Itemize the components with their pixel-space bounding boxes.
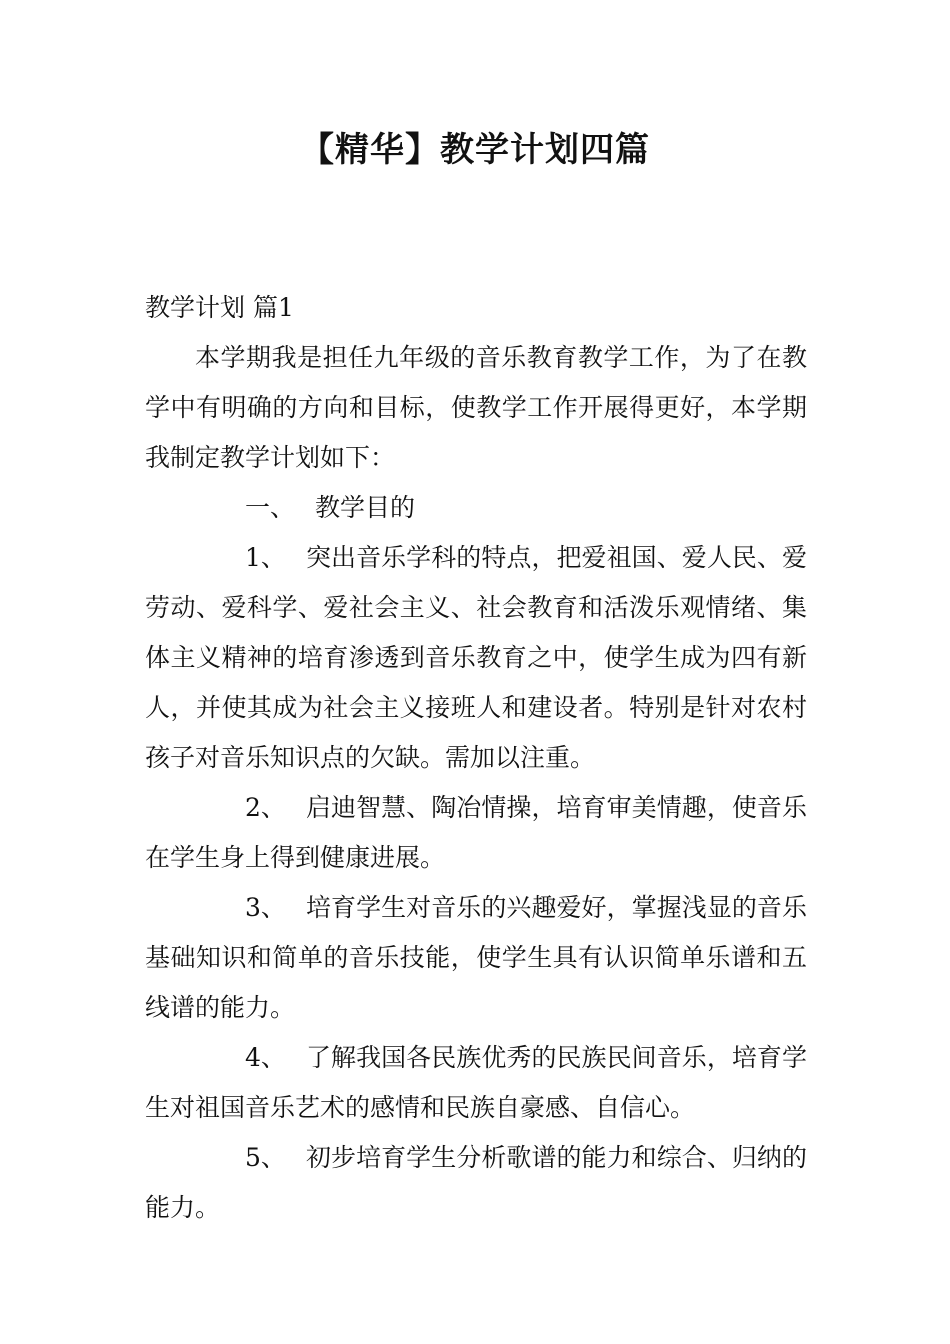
list-item — [145, 533, 807, 783]
list-item-number: 2、 — [245, 793, 286, 822]
list-item-text: 初步培育学生分析歌谱的能力和综合、归纳的能力。 — [145, 1143, 807, 1222]
list-item-text: 了解我国各民族优秀的民族民间音乐，培育学生对祖国音乐艺术的感情和民族自豪感、自信心。 — [145, 1043, 807, 1122]
list-item-number: 4、 — [245, 1043, 286, 1072]
list-item-number: 5、 — [245, 1143, 286, 1172]
section-heading: 教学计划 篇1 — [145, 293, 294, 322]
list-item — [145, 783, 807, 883]
part-one-title: 教学目的 — [315, 493, 416, 522]
list-item-text: 突出音乐学科的特点，把爱祖国、爱人民、爱劳动、爱科学、爱社会主义、社会教育和活泼乐观情绪、集体主义精神的培育渗透到音乐教育之中，使学生成为四有新人，并使其成为社会主义接班人和建设者。特别是针对农村孩子对音乐知识点的欠缺。需加以注重。 — [145, 543, 807, 772]
list-item — [145, 883, 807, 1033]
document-body — [145, 283, 807, 1233]
list-item-text: 启迪智慧、陶冶情操，培育审美情趣，使音乐在学生身上得到健康进展。 — [145, 793, 807, 872]
document-title: 【精华】教学计划四篇 — [300, 130, 650, 170]
part-one-number: 一、 — [245, 493, 296, 522]
list-item-number: 1、 — [245, 543, 286, 572]
list-item — [145, 1033, 807, 1133]
list-item-number: 3、 — [245, 893, 286, 922]
list-item-text: 培育学生对音乐的兴趣爱好，掌握浅显的音乐基础知识和简单的音乐技能，使学生具有认识简单乐谱和五线谱的能力。 — [145, 893, 807, 1022]
list-item — [145, 1133, 807, 1233]
intro-paragraph: 本学期我是担任九年级的音乐教育教学工作，为了在教学中有明确的方向和目标，使教学工作开展得更好，本学期我制定教学计划如下： — [145, 343, 807, 472]
part-one-heading — [145, 483, 807, 533]
